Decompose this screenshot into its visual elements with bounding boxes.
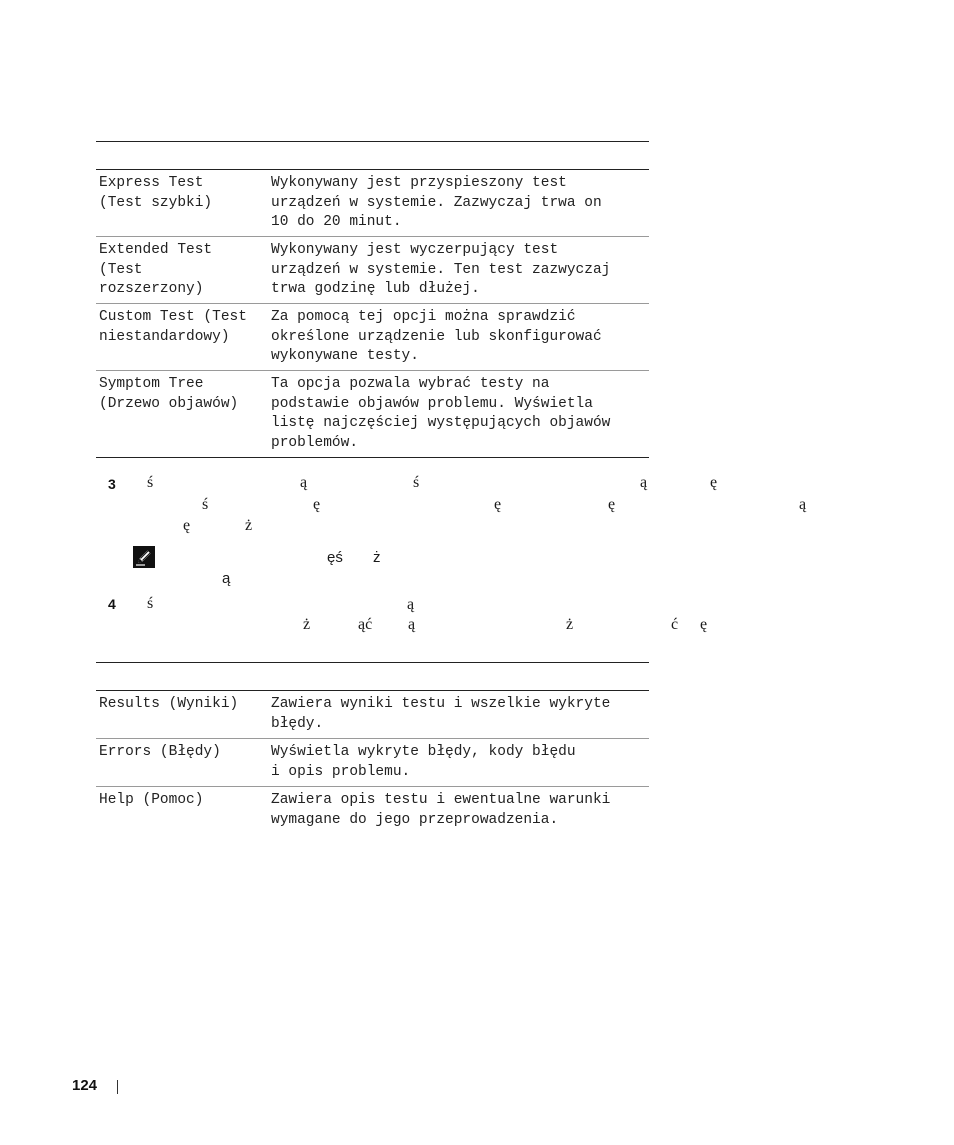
page-number: 124 xyxy=(72,1077,98,1094)
step-glyph: ć xyxy=(671,616,679,633)
note-glyph: ęś xyxy=(327,549,343,566)
option-name: Extended Test (Test rozszerzony) xyxy=(99,242,213,297)
step-glyph: ś xyxy=(147,595,154,612)
option-description: Wykonywany jest wyczerpujący test urządzeń w systemie. Ten test zazwyczaj trwa godzinę lub dłużej. xyxy=(271,242,611,297)
tab-description: Wyświetla wykryte błędy, kody błędu i opis problemu. xyxy=(271,744,576,780)
row-divider xyxy=(96,370,649,371)
step-glyph: ę xyxy=(700,616,708,633)
row-divider xyxy=(96,303,649,304)
note-glyph: ą xyxy=(222,570,231,587)
step-glyph: ż xyxy=(245,517,253,534)
option-name: Express Test (Test szybki) xyxy=(99,175,213,211)
step-glyph: ą xyxy=(799,496,807,513)
step-glyph: ą xyxy=(407,596,415,613)
table-header-rule xyxy=(96,690,649,691)
option-name: Symptom Tree (Drzewo objawów) xyxy=(99,376,239,412)
step-glyph: ż xyxy=(566,616,574,633)
row-divider xyxy=(96,786,649,787)
step-glyph: ąć xyxy=(358,616,373,633)
tab-name: Results (Wyniki) xyxy=(99,696,239,712)
step-glyph: ą xyxy=(300,474,308,491)
table-top-rule xyxy=(96,662,649,663)
table-bottom-rule xyxy=(96,457,649,458)
row-divider xyxy=(96,738,649,739)
row-divider xyxy=(96,236,649,237)
option-description: Ta opcja pozwala wybrać testy na podstawie objawów problemu. Wyświetla listę najczęściej występujących objawów problemów. xyxy=(271,376,611,451)
step-glyph: ę xyxy=(183,517,191,534)
step-glyph: ę xyxy=(313,496,321,513)
note-glyph: ż xyxy=(373,549,381,566)
step-glyph: ś xyxy=(147,474,154,491)
step-number: 4 xyxy=(108,596,116,612)
tab-name: Help (Pomoc) xyxy=(99,792,204,808)
step-glyph: ż xyxy=(303,616,311,633)
tab-description: Zawiera wyniki testu i wszelkie wykryte błędy. xyxy=(271,696,611,732)
tab-description: Zawiera opis testu i ewentualne warunki wymagane do jego przeprowadzenia. xyxy=(271,792,611,828)
step-glyph: ą xyxy=(640,474,648,491)
step-glyph: ą xyxy=(408,616,416,633)
pencil-note-icon xyxy=(133,546,155,568)
table-header-rule xyxy=(96,169,649,170)
step-glyph: ś xyxy=(202,496,209,513)
tab-name: Errors (Błędy) xyxy=(99,744,221,760)
option-description: Za pomocą tej opcji można sprawdzić określone urządzenie lub skonfigurować wykonywane testy. xyxy=(271,309,602,364)
option-description: Wykonywany jest przyspieszony test urządzeń w systemie. Zazwyczaj trwa on 10 do 20 minut. xyxy=(271,175,602,230)
table-top-rule xyxy=(96,141,649,142)
step-glyph: ę xyxy=(710,474,718,491)
option-name: Custom Test (Test niestandardowy) xyxy=(99,309,247,345)
step-glyph: ę xyxy=(494,496,502,513)
footer-separator xyxy=(117,1080,118,1094)
step-glyph: ę xyxy=(608,496,616,513)
step-number: 3 xyxy=(108,476,116,492)
step-glyph: ś xyxy=(413,474,420,491)
